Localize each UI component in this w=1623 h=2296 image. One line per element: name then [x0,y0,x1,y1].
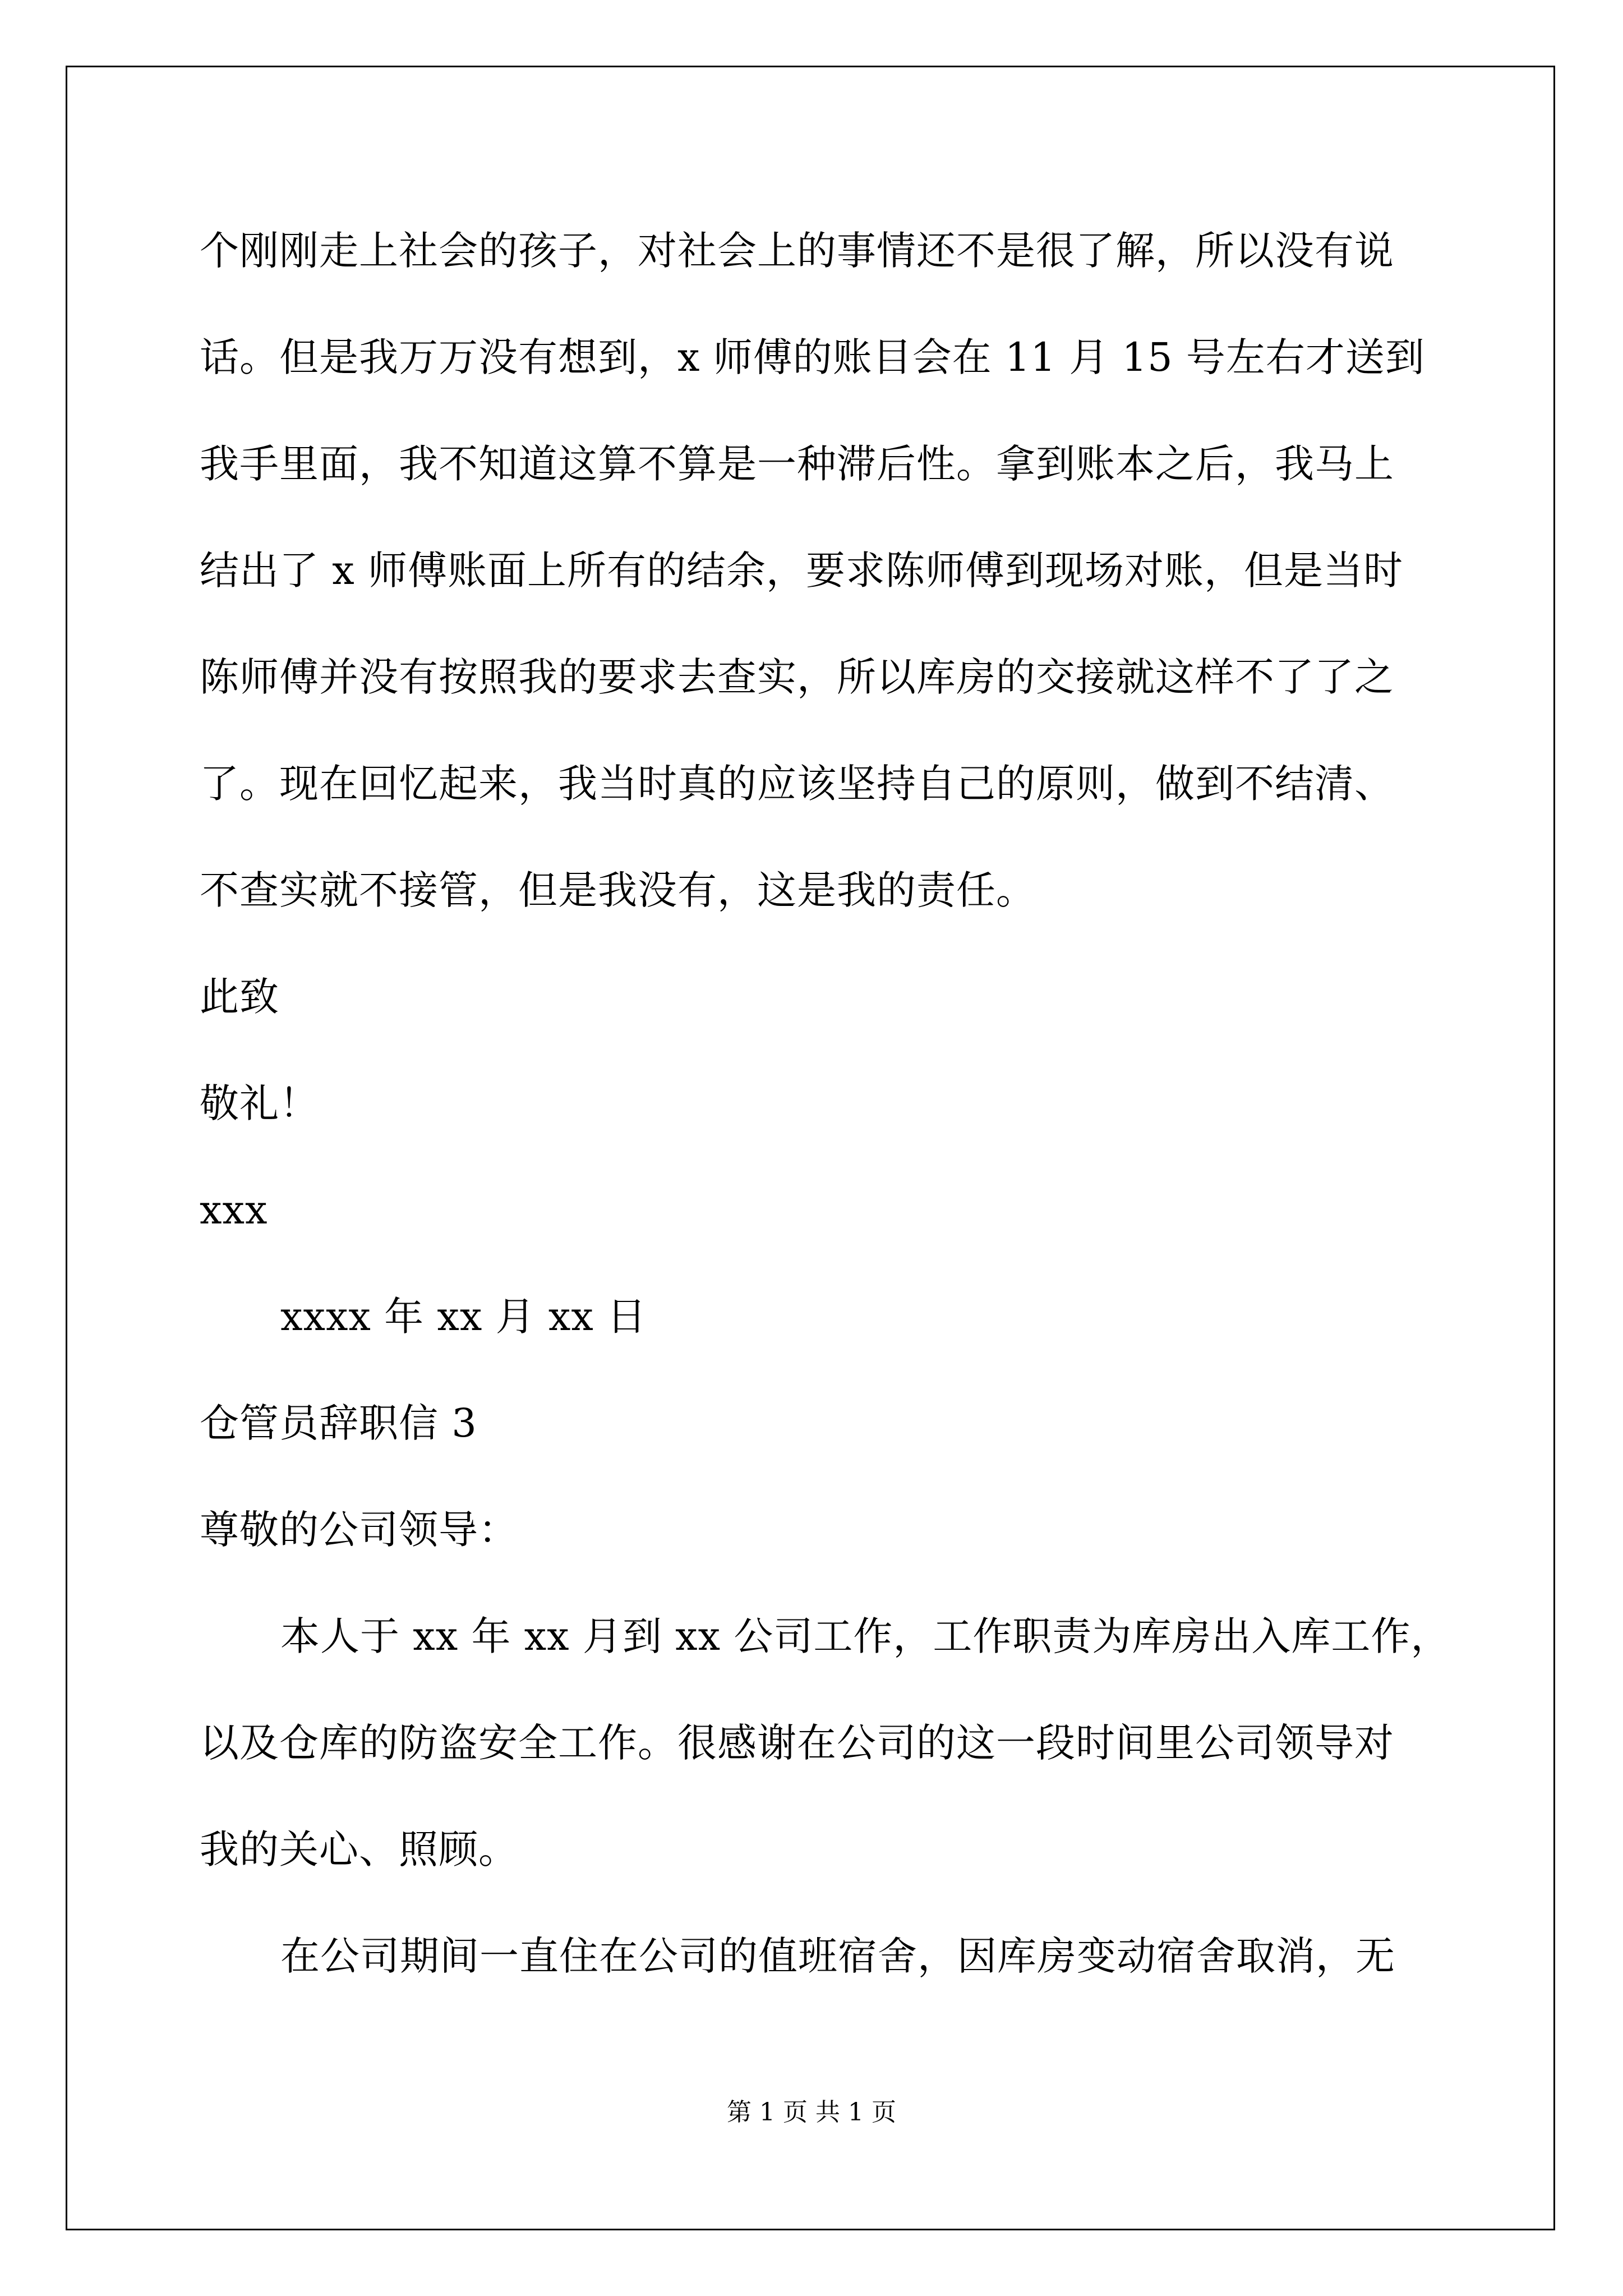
page-border [66,66,1555,2230]
letter-greeting: 尊敬的公司领导： [200,1507,518,1553]
closing-salutation: 此致 [200,974,279,1020]
page-footer: 第 1 页 共 1 页 [727,2098,896,2127]
body-line-1: 个刚刚走上社会的孩子，对社会上的事情还不是很了解，所以没有说 [200,228,1394,274]
signature-date: xxxx 年 xx 月 xx 日 [280,1294,647,1340]
body-line-4: 结出了 x 师傅账面上所有的结余，要求陈师傅到现场对账，但是当时 [200,547,1403,593]
body-line-5: 陈师傅并没有按照我的要求去查实，所以库房的交接就这样不了了之 [200,654,1394,700]
body-line-6: 了。现在回忆起来，我当时真的应该坚持自己的原则，做到不结清、 [200,761,1394,807]
closing-regards: 敬礼！ [200,1080,319,1126]
body-line-8: 本人于 xx 年 xx 月到 xx 公司工作，工作职责为库房出入库工作， [280,1613,1451,1659]
body-line-11: 在公司期间一直住在公司的值班宿舍，因库房变动宿舍取消，无 [280,1933,1395,1979]
body-line-7: 不查实就不接管，但是我没有，这是我的责任。 [200,867,1036,913]
signature-name: xxx [200,1187,268,1233]
body-line-10: 我的关心、照顾。 [200,1826,518,1872]
body-line-2: 话。但是我万万没有想到，x 师傅的账目会在 11 月 15 号左右才送到 [200,334,1425,380]
body-line-3: 我手里面，我不知道这算不算是一种滞后性。拿到账本之后，我马上 [200,441,1394,487]
section-title: 仓管员辞职信 3 [200,1400,477,1446]
body-line-9: 以及仓库的防盗安全工作。很感谢在公司的这一段时间里公司领导对 [200,1720,1394,1766]
